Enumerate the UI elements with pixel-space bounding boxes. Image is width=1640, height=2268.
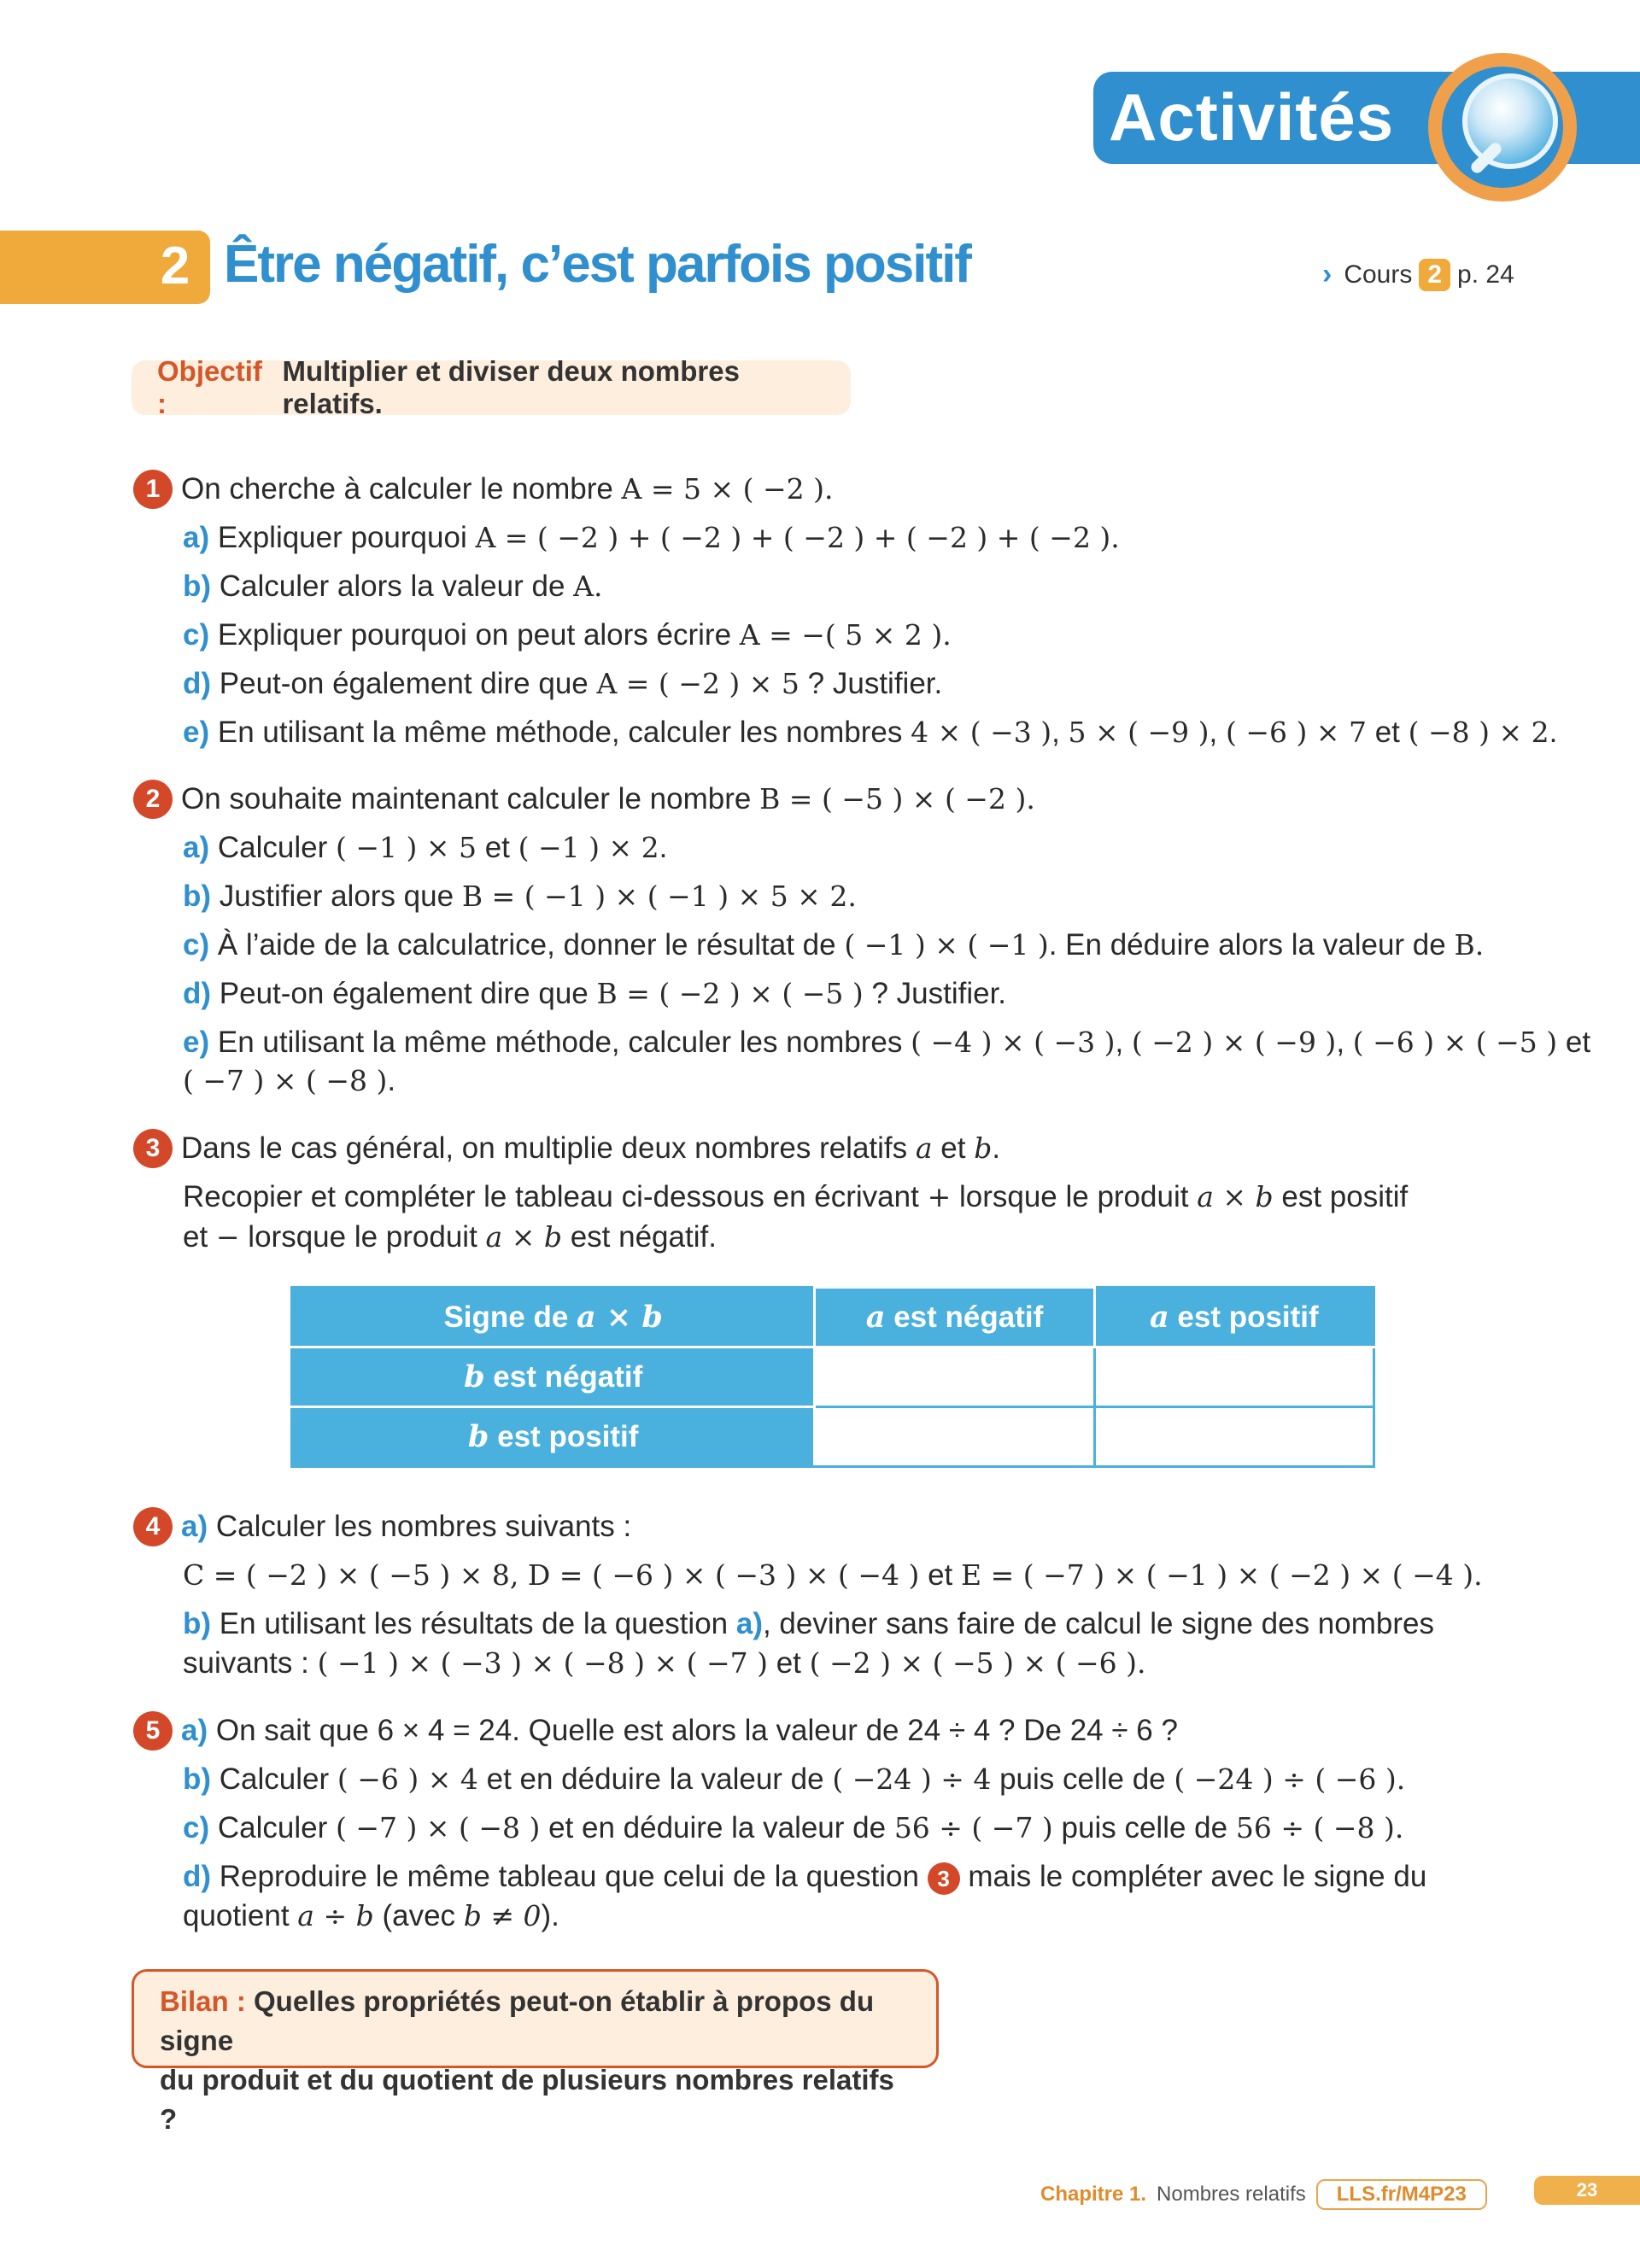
q3-prod2: a × b — [485, 1220, 562, 1254]
table-r2-text: est positif — [489, 1420, 639, 1453]
q2-a-math2: ( −1 ) × 2 — [518, 831, 659, 864]
table-h2-text: est positif — [1168, 1301, 1319, 1334]
table-cell — [815, 1347, 1094, 1407]
q1-e-label: e) — [183, 716, 210, 749]
q2-a-math1: ( −1 ) × 5 — [335, 831, 477, 864]
q1-e-end: . — [1549, 716, 1558, 749]
q3-line3-b: lorsque le produit — [239, 1220, 486, 1254]
q1-a-math: A = ( −2 ) + ( −2 ) + ( −2 ) + ( −2 ) + ( −2 ). — [475, 521, 1120, 554]
q4-a-and: et — [919, 1558, 961, 1592]
q4-b-line2-text: suivants : — [183, 1646, 318, 1680]
q5-d-math2: b ≠ 0 — [463, 1899, 542, 1932]
q2-b-text: Justifier alors que — [219, 880, 462, 913]
q2-e-math4: ( −7 ) × ( −8 ) — [183, 1064, 388, 1097]
q5-d-ref: 3 — [928, 1862, 960, 1895]
q1-b-math: A. — [573, 570, 603, 603]
q5-a-math1: 6 × 4 = 24 — [377, 1714, 512, 1747]
q4-a-label: a) — [181, 1510, 208, 1543]
q4-b-and: et — [767, 1646, 810, 1680]
q5-d-text3: (avec — [373, 1899, 464, 1932]
q3-line2-a: Recopier et compléter le tableau ci-dessous en écrivant — [183, 1180, 928, 1213]
footer-link[interactable]: LLS.fr/M4P23 — [1316, 2179, 1487, 2210]
q5-d-end: ). — [541, 1899, 559, 1932]
q5-a-end: ? — [1152, 1714, 1178, 1747]
q2-a-label: a) — [183, 831, 210, 864]
q4-a-text: Calculer les nombres suivants : — [215, 1510, 632, 1543]
q4-a-math1: C = ( −2 ) × ( −5 ) × 8, D = ( −6 ) × ( −3 ) × ( −4 ) — [183, 1558, 920, 1592]
q5-b — [183, 1761, 1405, 1798]
q1-e — [183, 714, 1557, 751]
q3-line3-a: et — [183, 1220, 216, 1254]
chevron-right-icon: › — [1322, 258, 1332, 290]
table-cell — [1094, 1347, 1374, 1407]
q5-b-math2: ( −24 ) ÷ 4 — [832, 1762, 992, 1796]
footer-chapter-name: Nombres relatifs — [1157, 2183, 1306, 2206]
q1-c-math: A = −( 5 × 2 ). — [739, 618, 952, 652]
table-header-cell — [815, 1288, 1094, 1347]
table-h1-var: a — [865, 1300, 886, 1335]
question-number-1: 1 — [133, 470, 173, 509]
q4-b — [183, 1605, 1434, 1643]
q2-c-math: ( −1 ) × ( −1 ) — [844, 928, 1049, 962]
q5-d-label: d) — [183, 1860, 212, 1893]
q5-d-line2 — [183, 1897, 559, 1935]
q5-c-text3: puis celle de — [1052, 1811, 1236, 1844]
q2-d-text: Peut-on également dire que — [219, 977, 597, 1010]
q2-e-label: e) — [183, 1026, 210, 1059]
q5-c-math3: 56 ÷ ( −8 ). — [1235, 1811, 1404, 1844]
q5-c-label: c) — [183, 1811, 210, 1844]
table-row — [292, 1407, 1374, 1467]
q2-e-text: En utilisant la même méthode, calculer les nombres — [217, 1026, 911, 1059]
cours-link[interactable] — [1322, 258, 1514, 291]
q5-a-math2: 24 ÷ 4 — [907, 1714, 991, 1747]
q2-e-math2: ( −2 ) × ( −9 ) — [1131, 1026, 1337, 1059]
activity-title: Être négatif, c’est parfois positif — [224, 235, 970, 294]
q5-a-label: a) — [181, 1714, 208, 1747]
table-cell — [1094, 1407, 1374, 1467]
q2-c-label: c) — [183, 928, 210, 962]
table-h2-var: a — [1149, 1300, 1169, 1335]
footer-chapter: Chapitre 1. — [1040, 2183, 1147, 2206]
q2-d — [183, 975, 1006, 1013]
q2-e-and: et — [1557, 1026, 1591, 1059]
magnifier-icon-glass — [1462, 73, 1558, 169]
q2-b-math: B = ( −1 ) × ( −1 ) × 5 × 2. — [461, 880, 857, 913]
table-row-header — [292, 1407, 815, 1467]
q5-a — [181, 1712, 1178, 1750]
question-number-5: 5 — [133, 1711, 173, 1751]
q5-a-text: On sait que — [215, 1714, 378, 1747]
q2-a-text: Calculer — [217, 831, 336, 864]
bilan-line2: du produit et du quotient de plusieurs nombres relatifs ? — [160, 2064, 894, 2135]
q2-a-end: . — [659, 831, 668, 864]
q1-c-text: Expliquer pourquoi on peut alors écrire — [217, 618, 740, 652]
q5-b-text: Calculer — [219, 1762, 337, 1796]
q3-intro — [181, 1130, 1000, 1167]
q5-b-math3: ( −24 ) ÷ ( −6 ). — [1174, 1762, 1406, 1796]
q5-a-math3: 24 ÷ 6 — [1069, 1714, 1153, 1747]
table-row — [292, 1347, 1374, 1407]
cours-badge: 2 — [1419, 259, 1450, 291]
q1-intro-math: A = 5 × ( −2 ). — [621, 472, 834, 506]
q1-intro-text: On cherche à calculer le nombre — [181, 472, 622, 506]
question-number-4: 4 — [133, 1507, 173, 1546]
question-number-2: 2 — [133, 780, 173, 819]
q4-b-label: b) — [183, 1607, 212, 1640]
q4-a-math2: E = ( −7 ) × ( −1 ) × ( −2 ) × ( −4 ). — [960, 1558, 1483, 1592]
bilan-text1: Quelles propriétés peut-on établir à propos du signe — [160, 1985, 875, 2056]
table-r2-var: b — [467, 1419, 489, 1454]
q2-b — [183, 878, 857, 915]
q5-a-text3: ? De — [990, 1714, 1070, 1747]
bilan-line1 — [160, 1982, 911, 2060]
q1-e-math2: 5 × ( −9 ) — [1068, 716, 1210, 749]
bilan-box — [132, 1969, 939, 2135]
q1-e-math1: 4 × ( −3 ) — [911, 716, 1052, 749]
q1-b-text: Calculer alors la valeur de — [219, 570, 574, 603]
table-r1-var: b — [464, 1359, 485, 1394]
bilan-label: Bilan : — [160, 1985, 246, 2017]
page-number: 23 — [1534, 2176, 1640, 2205]
q4-a — [181, 1508, 631, 1546]
q1-intro — [181, 471, 834, 508]
footer — [1040, 2179, 1487, 2210]
q1-e-math4: ( −8 ) × 2 — [1408, 716, 1549, 749]
q1-d-end: ? Justifier. — [799, 667, 943, 700]
q1-e-sep1: , — [1051, 716, 1069, 749]
table-cell — [815, 1407, 1094, 1467]
table-row — [292, 1288, 1374, 1347]
q3-var-a: a — [915, 1131, 933, 1165]
q1-b — [183, 568, 602, 605]
q3-line2 — [183, 1178, 1408, 1216]
q4-b-math2: ( −2 ) × ( −5 ) × ( −6 ). — [809, 1646, 1146, 1680]
q1-e-text: En utilisant la même méthode, calculer les nombres — [217, 716, 911, 749]
q2-c — [183, 926, 1484, 964]
q3-intro-end: . — [992, 1131, 1001, 1165]
q1-d — [183, 665, 942, 703]
q2-e-line2 — [183, 1062, 395, 1100]
q1-a-text: Expliquer pourquoi — [217, 521, 476, 554]
table-h0-math: a × b — [577, 1300, 663, 1335]
q2-e-math3: ( −6 ) × ( −5 ) — [1352, 1026, 1558, 1059]
cours-label: Cours — [1344, 260, 1413, 289]
q1-c — [183, 617, 952, 654]
objectif-label: Objectif : — [157, 355, 262, 419]
table-h0-text: Signe de — [443, 1301, 577, 1334]
q2-d-label: d) — [183, 977, 212, 1010]
q4-b-ref: a) — [735, 1607, 763, 1640]
q5-c-text2: et en déduire la valeur de — [540, 1811, 894, 1844]
q2-e-sep2: , — [1336, 1026, 1353, 1059]
table-header-cell — [1094, 1288, 1374, 1347]
q3-minus: − — [215, 1220, 240, 1254]
question-number-3: 3 — [133, 1129, 173, 1168]
q2-c-text: À l’aide de la calculatrice, donner le résultat de — [217, 928, 845, 962]
q4-b-text2: , deviner sans faire de calcul le signe des nombres — [762, 1607, 1434, 1640]
sign-table — [290, 1286, 1375, 1468]
q3-line2-b: lorsque le produit — [951, 1180, 1198, 1213]
q5-c — [183, 1809, 1403, 1847]
q5-d-math: a ÷ b — [297, 1899, 374, 1932]
q1-b-label: b) — [183, 570, 212, 603]
q3-intro-text: Dans le cas général, on multiplie deux nombres relatifs — [181, 1131, 916, 1165]
table-row-header — [292, 1347, 815, 1407]
q5-b-text2: et en déduire la valeur de — [477, 1762, 833, 1796]
q2-a — [183, 829, 667, 867]
q2-c-math2: B. — [1454, 928, 1485, 962]
q1-d-math: A = ( −2 ) × 5 — [596, 667, 800, 700]
q2-d-math: B = ( −2 ) × ( −5 ) — [596, 977, 864, 1010]
q1-d-text: Peut-on également dire que — [219, 667, 597, 700]
q5-b-text3: puis celle de — [991, 1762, 1174, 1796]
q3-line3-c: est négatif. — [561, 1220, 717, 1254]
q2-a-and: et — [476, 831, 518, 864]
q5-d-text2: mais le compléter avec le signe du — [959, 1860, 1427, 1893]
q5-c-math1: ( −7 ) × ( −8 ) — [335, 1811, 541, 1844]
table-header-cell — [292, 1288, 815, 1347]
q5-b-label: b) — [183, 1762, 212, 1796]
q5-d — [183, 1858, 1426, 1896]
q3-prod: a × b — [1197, 1180, 1274, 1213]
table-h1-text: est négatif — [885, 1301, 1044, 1334]
q1-e-sep2: , — [1209, 716, 1226, 749]
q1-a-label: a) — [183, 521, 210, 554]
q5-d-text: Reproduire le même tableau que celui de la question — [219, 1860, 928, 1893]
q1-c-label: c) — [183, 618, 210, 652]
q3-plus: + — [927, 1180, 952, 1213]
q2-intro-math: B = ( −5 ) × ( −2 ). — [759, 782, 1035, 815]
q2-b-label: b) — [183, 880, 212, 913]
objectif-text: Multiplier et diviser deux nombres relatifs. — [282, 355, 740, 419]
table-r1-text: est négatif — [484, 1360, 643, 1394]
q2-e-math1: ( −4 ) × ( −3 ) — [911, 1026, 1116, 1059]
q2-intro — [181, 780, 1035, 818]
q3-line2-c: est positif — [1273, 1180, 1409, 1213]
q3-var-b: b — [974, 1131, 993, 1165]
q4-b-math1: ( −1 ) × ( −3 ) × ( −8 ) × ( −7 ) — [317, 1646, 768, 1680]
banner-title: Activités — [1109, 79, 1395, 155]
activity-number: 2 — [160, 237, 190, 295]
q1-e-and: et — [1366, 716, 1409, 749]
q2-e-sep1: , — [1115, 1026, 1132, 1059]
q1-a — [183, 519, 1120, 557]
cours-page: p. 24 — [1457, 260, 1514, 289]
q1-d-label: d) — [183, 667, 212, 700]
q2-e-end: . — [387, 1064, 396, 1097]
q5-c-text: Calculer — [217, 1811, 336, 1844]
q5-b-math1: ( −6 ) × 4 — [337, 1762, 478, 1796]
q5-d-line2-text: quotient — [183, 1899, 298, 1932]
q3-intro-and: et — [932, 1131, 975, 1165]
q5-a-text2: . Quelle est alors la valeur de — [512, 1714, 908, 1747]
q2-d-end: ? Justifier. — [863, 977, 1007, 1010]
q2-intro-text: On souhaite maintenant calculer le nombre — [181, 782, 760, 815]
q2-e — [183, 1024, 1590, 1061]
objectif-box — [132, 355, 851, 419]
q3-line3 — [183, 1219, 717, 1256]
q1-e-math3: ( −6 ) × 7 — [1225, 716, 1367, 749]
q4-a-line2 — [183, 1557, 1483, 1594]
q5-c-math2: 56 ÷ ( −7 ) — [893, 1811, 1053, 1844]
q4-b-line2 — [183, 1645, 1145, 1682]
q2-c-end: . En déduire alors la valeur de — [1048, 928, 1455, 962]
q4-b-text: En utilisant les résultats de la question — [219, 1607, 736, 1640]
